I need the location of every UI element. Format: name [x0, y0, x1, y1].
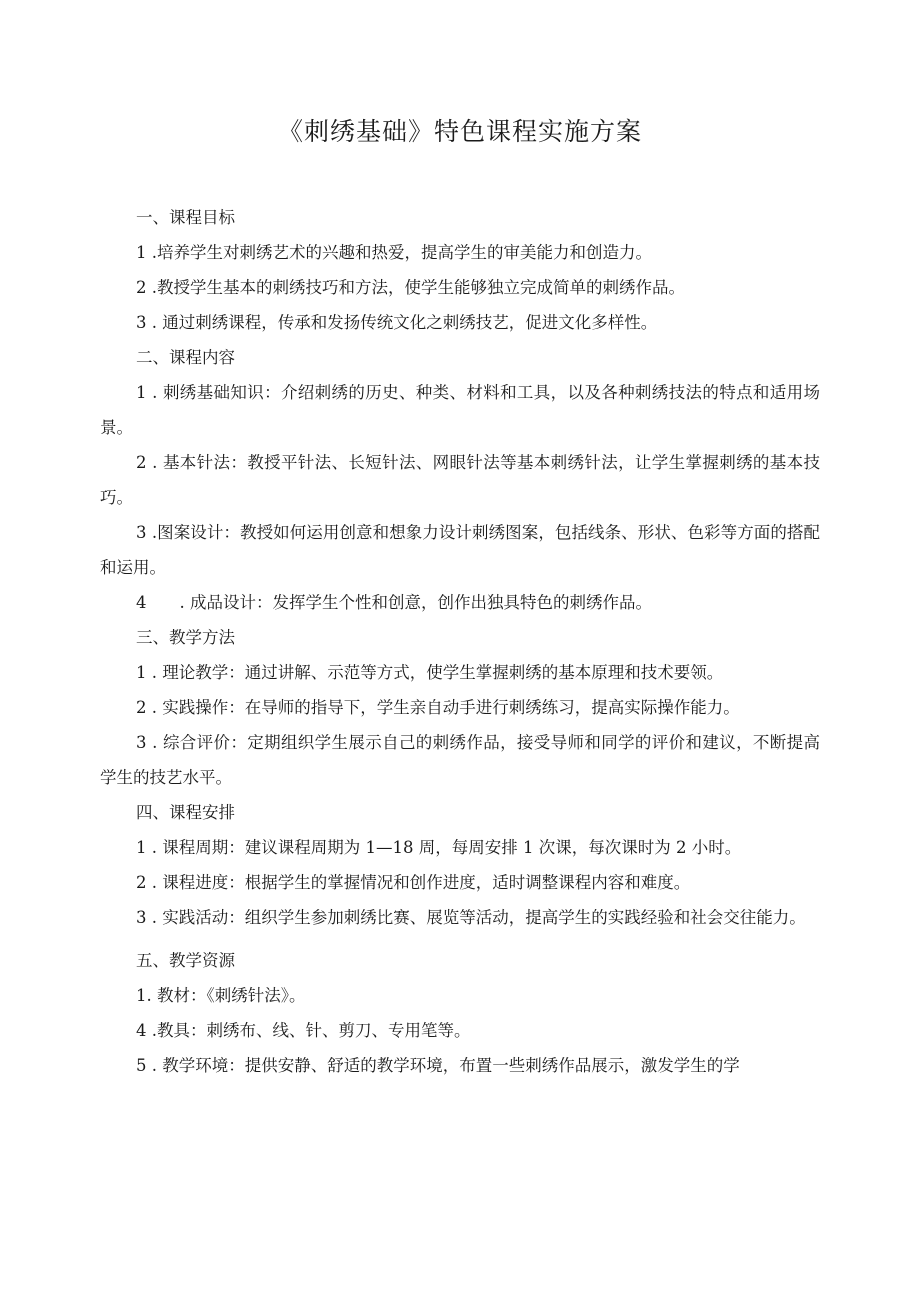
section-heading: 二、课程内容	[136, 348, 235, 367]
list-item: 2 . 基本针法：教授平针法、长短针法、网眼针法等基本刺绣针法，让学生掌握刺绣的基本技巧。	[100, 453, 820, 507]
section-heading: 三、教学方法	[136, 628, 235, 647]
list-item: 1 . 课程周期：建议课程周期为 1—18 周，每周安排 1 次课，每次课时为 2 小时。	[136, 838, 742, 857]
list-item: 2 . 课程进度：根据学生的掌握情况和创作进度，适时调整课程内容和难度。	[136, 873, 691, 892]
list-item: 1 .培养学生对刺绣艺术的兴趣和热爱，提高学生的审美能力和创造力。	[136, 243, 652, 262]
list-item: 2 .教授学生基本的刺绣技巧和方法，使学生能够独立完成简单的刺绣作品。	[136, 278, 685, 297]
document-title: 《刺绣基础》特色课程实施方案	[277, 117, 642, 146]
list-item: 3 .图案设计：教授如何运用创意和想象力设计刺绣图案，包括线条、形状、色彩等方面的搭配和运用。	[100, 523, 820, 577]
list-item: 1. 教材：《刺绣针法》。	[136, 986, 306, 1005]
list-item: 3 . 通过刺绣课程，传承和发扬传统文化之刺绣技艺，促进文化多样性。	[136, 313, 658, 332]
section-heading: 四、课程安排	[136, 803, 235, 822]
section-heading: 五、教学资源	[136, 951, 235, 970]
section-heading: 一、课程目标	[136, 208, 235, 227]
document-body	[100, 200, 820, 1083]
list-item: 4 . 成品设计：发挥学生个性和创意，创作出独具特色的刺绣作品。	[136, 593, 652, 612]
list-item: 4 .教具：刺绣布、线、针、剪刀、专用笔等。	[136, 1021, 471, 1040]
list-item: 2 . 实践操作：在导师的指导下，学生亲自动手进行刺绣练习，提高实际操作能力。	[136, 698, 740, 717]
list-item: 3 . 实践活动：组织学生参加刺绣比赛、展览等活动，提高学生的实践经验和社会交往能力。	[136, 908, 806, 927]
list-item: 1 . 刺绣基础知识：介绍刺绣的历史、种类、材料和工具，以及各种刺绣技法的特点和适用场景。	[100, 383, 820, 437]
list-item: 1 . 理论教学：通过讲解、示范等方式，使学生掌握刺绣的基本原理和技术要领。	[136, 663, 724, 682]
list-item: 5 . 教学环境：提供安静、舒适的教学环境，布置一些刺绣作品展示，激发学生的学	[136, 1056, 740, 1075]
list-item: 3 . 综合评价：定期组织学生展示自己的刺绣作品，接受导师和同学的评价和建议，不断提高学生的技艺水平。	[100, 733, 820, 787]
